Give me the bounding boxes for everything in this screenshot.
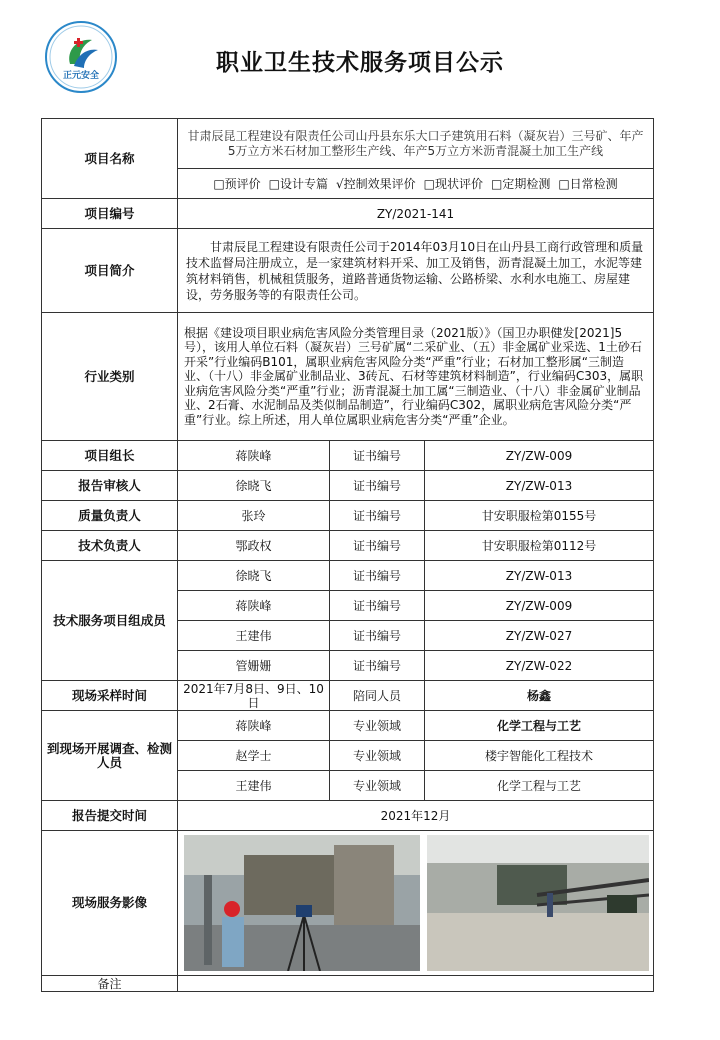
staff-cert: 甘安职服检第0112号 — [425, 531, 654, 561]
cert-label: 证书编号 — [330, 441, 425, 471]
type-daily: □日常检测 — [558, 176, 618, 191]
cert-label: 证书编号 — [330, 621, 425, 651]
report-time-label: 报告提交时间 — [42, 801, 178, 831]
project-number: ZY/2021-141 — [178, 199, 654, 229]
cert-label: 证书编号 — [330, 561, 425, 591]
survey-field: 化学工程与工艺 — [425, 711, 654, 741]
member-cert: ZY/ZW-022 — [425, 651, 654, 681]
staff-cert: ZY/ZW-009 — [425, 441, 654, 471]
survey-field: 楼宇智能化工程技术 — [425, 741, 654, 771]
member-name: 王建伟 — [178, 621, 330, 651]
remarks-label: 备注 — [42, 976, 178, 992]
logo-text: 正元安全 — [62, 71, 100, 81]
staff-name: 张玲 — [178, 501, 330, 531]
staff-role: 项目组长 — [42, 441, 178, 471]
sampling-time-label: 现场采样时间 — [42, 681, 178, 711]
site-photo-1-icon — [184, 835, 420, 971]
survey-name: 蒋陕峰 — [178, 711, 330, 741]
industry-text: 根据《建设项目职业病危害风险分类管理目录（2021版）》（国卫办职健发[2021]5号），该用人单位石料（凝灰岩）三号矿属“二采矿业、（五）非金属矿业采选、1土砂石开采”行业编码B101，属职业病危害风险分类“严重”行业；石材加工整形属“三制造业、（十八）非金属矿业制品业、3砖瓦、石材等建筑材料制造”，行业编码C303，属职业病危害风险分类“严重”行业；沥青混凝土加工属“三制造业、（十八）非金属矿业制品业、2石膏、水泥制品及类似制品制造”，行业编码C302，属职业病危害风险分类“严重”行业。综上所述，用人单位属职业病危害分类“严重”企业。 — [178, 313, 654, 441]
survey-staff-label: 到现场开展调查、检测人员 — [42, 711, 178, 801]
project-number-label: 项目编号 — [42, 199, 178, 229]
project-intro: 甘肃辰昆工程建设有限责任公司于2014年03月10日在山丹县工商行政管理和质量技术监督局注册成立，是一家建筑材料开采、加工及销售，沥青混凝土加工，水泥等建筑材料销售，机械租赁服务，道路普通货物运输、公路桥梁、水利水电施工、房屋建设，劳务服务等的有限责任公司。 — [178, 229, 654, 313]
cert-label: 证书编号 — [330, 501, 425, 531]
member-cert: ZY/ZW-027 — [425, 621, 654, 651]
survey-field: 化学工程与工艺 — [425, 771, 654, 801]
field-label: 专业领域 — [330, 711, 425, 741]
industry-label: 行业类别 — [42, 313, 178, 441]
cert-label: 证书编号 — [330, 531, 425, 561]
field-label: 专业领域 — [330, 771, 425, 801]
page-title: 职业卫生技术服务项目公示 — [216, 50, 504, 76]
escort-label: 陪同人员 — [330, 681, 425, 711]
member-name: 蒋陕峰 — [178, 591, 330, 621]
sampling-time: 2021年7月8日、9日、10日 — [178, 681, 330, 711]
service-types — [178, 169, 654, 199]
type-design: □设计专篇 — [268, 176, 328, 191]
escort-name: 杨鑫 — [425, 681, 654, 711]
staff-name: 蒋陕峰 — [178, 441, 330, 471]
project-intro-label: 项目简介 — [42, 229, 178, 313]
field-label: 专业领域 — [330, 741, 425, 771]
survey-name: 赵学士 — [178, 741, 330, 771]
type-pre-evaluation: □预评价 — [213, 176, 261, 191]
staff-role: 质量负责人 — [42, 501, 178, 531]
project-info-table — [41, 118, 654, 992]
report-time: 2021年12月 — [178, 801, 654, 831]
staff-name: 徐晓飞 — [178, 471, 330, 501]
staff-name: 鄂政权 — [178, 531, 330, 561]
member-cert: ZY/ZW-013 — [425, 561, 654, 591]
member-cert: ZY/ZW-009 — [425, 591, 654, 621]
project-name-label: 项目名称 — [42, 119, 178, 199]
type-status: □现状评价 — [423, 176, 483, 191]
project-name: 甘肃辰昆工程建设有限责任公司山丹县东乐大口子建筑用石料（凝灰岩）三号矿、年产5万立方米石材加工整形生产线、年产5万立方米沥青混凝土加工生产线 — [178, 119, 654, 169]
type-control-effect: √控制效果评价 — [336, 176, 416, 191]
staff-role: 技术负责人 — [42, 531, 178, 561]
staff-cert: ZY/ZW-013 — [425, 471, 654, 501]
cert-label: 证书编号 — [330, 651, 425, 681]
site-photo-2-icon — [427, 835, 649, 971]
members-label: 技术服务项目组成员 — [42, 561, 178, 681]
staff-role: 报告审核人 — [42, 471, 178, 501]
member-name: 管姗姗 — [178, 651, 330, 681]
photos-cell — [178, 831, 654, 976]
member-name: 徐晓飞 — [178, 561, 330, 591]
survey-name: 王建伟 — [178, 771, 330, 801]
staff-cert: 甘安职服检第0155号 — [425, 501, 654, 531]
remarks-value — [178, 976, 654, 992]
cert-label: 证书编号 — [330, 591, 425, 621]
cert-label: 证书编号 — [330, 471, 425, 501]
type-periodic: □定期检测 — [491, 176, 551, 191]
photos-label: 现场服务影像 — [42, 831, 178, 976]
